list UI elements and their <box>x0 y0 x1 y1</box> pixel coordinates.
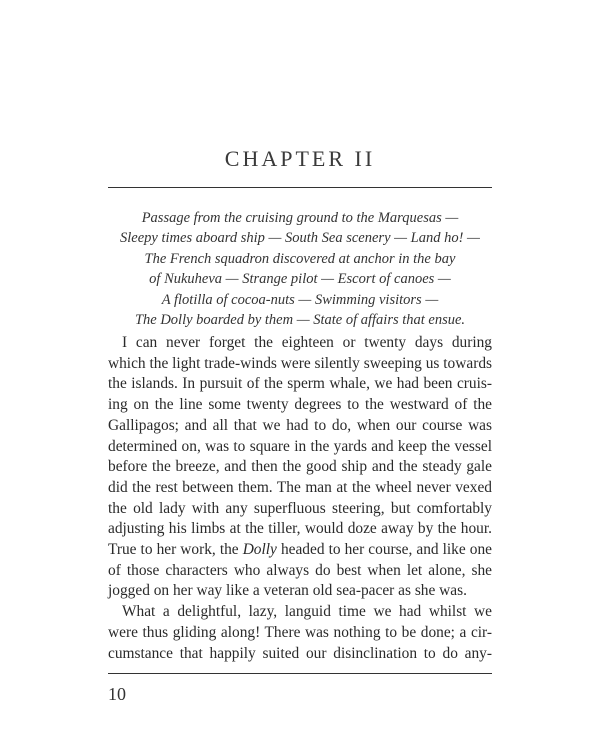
footer-rule <box>108 673 492 674</box>
body-line: before the breeze, and then the good ship and the steady gale <box>108 458 492 476</box>
body-line: What a delightful, lazy, languid time we had whilst we <box>122 603 492 621</box>
body-line: jogged on her way like a veteran old sea-pacer as she was. <box>108 582 467 600</box>
body-line: ing on the line some twenty degrees to the westward of the <box>108 396 492 414</box>
body-line: cumstance that happily suited our disinclination to do any- <box>108 644 492 662</box>
body-line-with-ship-name <box>108 540 492 561</box>
chapter-body <box>108 333 492 664</box>
body-line: did the rest between them. The man at the wheel never vexed <box>108 478 492 496</box>
summary-line: Passage from the cruising ground to the Marquesas — <box>141 210 459 226</box>
body-line: I can never forget the eighteen or twenty days during <box>122 334 492 351</box>
body-line: which the light trade-winds were silently sweeping us towards <box>108 354 492 372</box>
chapter-rule-top <box>108 187 492 188</box>
summary-line: of Nukuheva — Strange pilot — Escort of canoes — <box>149 271 451 288</box>
body-line: Gallipagos; and all that we had to do, when our course was <box>108 416 492 434</box>
chapter-summary <box>108 208 492 330</box>
page-number: 10 <box>108 684 126 704</box>
body-line: the islands. In pursuit of the sperm whale, we had been cruis- <box>108 375 492 393</box>
body-line: were thus gliding along! There was nothing to be done; a cir- <box>108 623 492 641</box>
summary-line: A flotilla of cocoa-nuts — Swimming visitors — <box>161 291 439 308</box>
body-line: determined on, was to square in the yards and keep the vessel <box>108 437 492 455</box>
body-line-part: headed to her course, and like one <box>276 541 492 559</box>
body-line: adjusting his limbs at the tiller, would doze away by the hour. <box>108 520 492 538</box>
summary-line: The French squadron discovered at anchor in the bay <box>144 250 456 267</box>
summary-line: The Dolly boarded by them — State of affairs that ensue. <box>134 312 466 329</box>
body-line: of those characters who always do best when let alone, she <box>108 561 492 579</box>
body-line-part: True to her work, the <box>108 541 239 559</box>
chapter-title: CHAPTER II <box>224 146 376 171</box>
ship-name: Dolly <box>242 541 277 559</box>
summary-line: Sleepy times aboard ship — South Sea scenery — Land ho! — <box>120 230 480 247</box>
body-line: the old lady with any superfluous steering, but comfortably <box>108 499 492 517</box>
